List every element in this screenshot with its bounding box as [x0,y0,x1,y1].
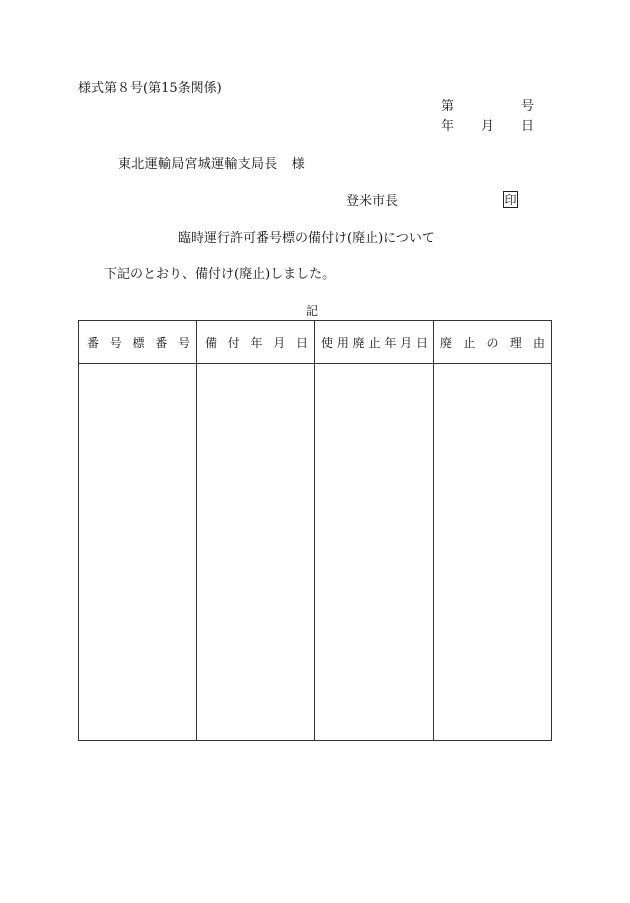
ref-number-prefix: 第 [441,99,455,114]
header-char: 号 [177,335,190,350]
subject-title: 臨時運行許可番号標の備付け(廃止)について [178,231,435,246]
header-char: 標 [132,335,145,350]
header-char: 止 [368,335,381,350]
table-header-row [79,321,552,364]
header-char: 廃 [440,335,453,350]
header-char: 使 [321,335,334,350]
header-label [434,334,551,351]
header-char: 廃 [352,335,365,350]
addressee-honorific: 様 [291,157,305,172]
addressee-name: 東北運輸局宮城運輸支局長 [118,157,278,172]
addressee [118,158,305,171]
header-char: 日 [295,335,308,350]
header-char: 月 [273,335,286,350]
ref-number-suffix: 号 [521,99,535,114]
body-text: 下記のとおり、備付け(廃止)しました。 [104,267,336,282]
record-table [78,320,552,741]
header-char: 番 [155,335,168,350]
ki-label: 記 [306,304,319,318]
cell-abolish-date[interactable] [315,364,434,741]
header-char: 年 [250,335,263,350]
header-char: 由 [532,335,545,350]
header-char: 月 [400,335,413,350]
form-number: 様式第８号(第15条関係) [78,81,222,96]
header-char: の [486,335,499,350]
header-char: 番 [87,335,100,350]
header-char: 付 [227,335,240,350]
header-char: 日 [415,335,428,350]
header-char: 止 [463,335,476,350]
date-day-label: 日 [521,119,535,134]
col-header-plate-number [79,321,197,364]
header-label [315,334,433,351]
col-header-abolish-reason [434,321,552,364]
table-row [79,364,552,741]
cell-plate-number[interactable] [79,364,197,741]
cell-abolish-reason[interactable] [434,364,552,741]
header-char: 用 [336,335,349,350]
col-header-abolish-date [315,321,434,364]
seal-stamp: 印 [504,193,517,207]
header-char: 備 [205,335,218,350]
sender-name: 登米市長 [346,194,399,209]
date-month-label: 月 [481,119,495,134]
header-char: 理 [509,335,522,350]
col-header-install-date [197,321,315,364]
cell-install-date[interactable] [197,364,315,741]
header-label [79,334,196,351]
header-char: 号 [109,335,122,350]
date-year-label: 年 [441,119,455,134]
header-label [197,334,314,351]
header-char: 年 [384,335,397,350]
